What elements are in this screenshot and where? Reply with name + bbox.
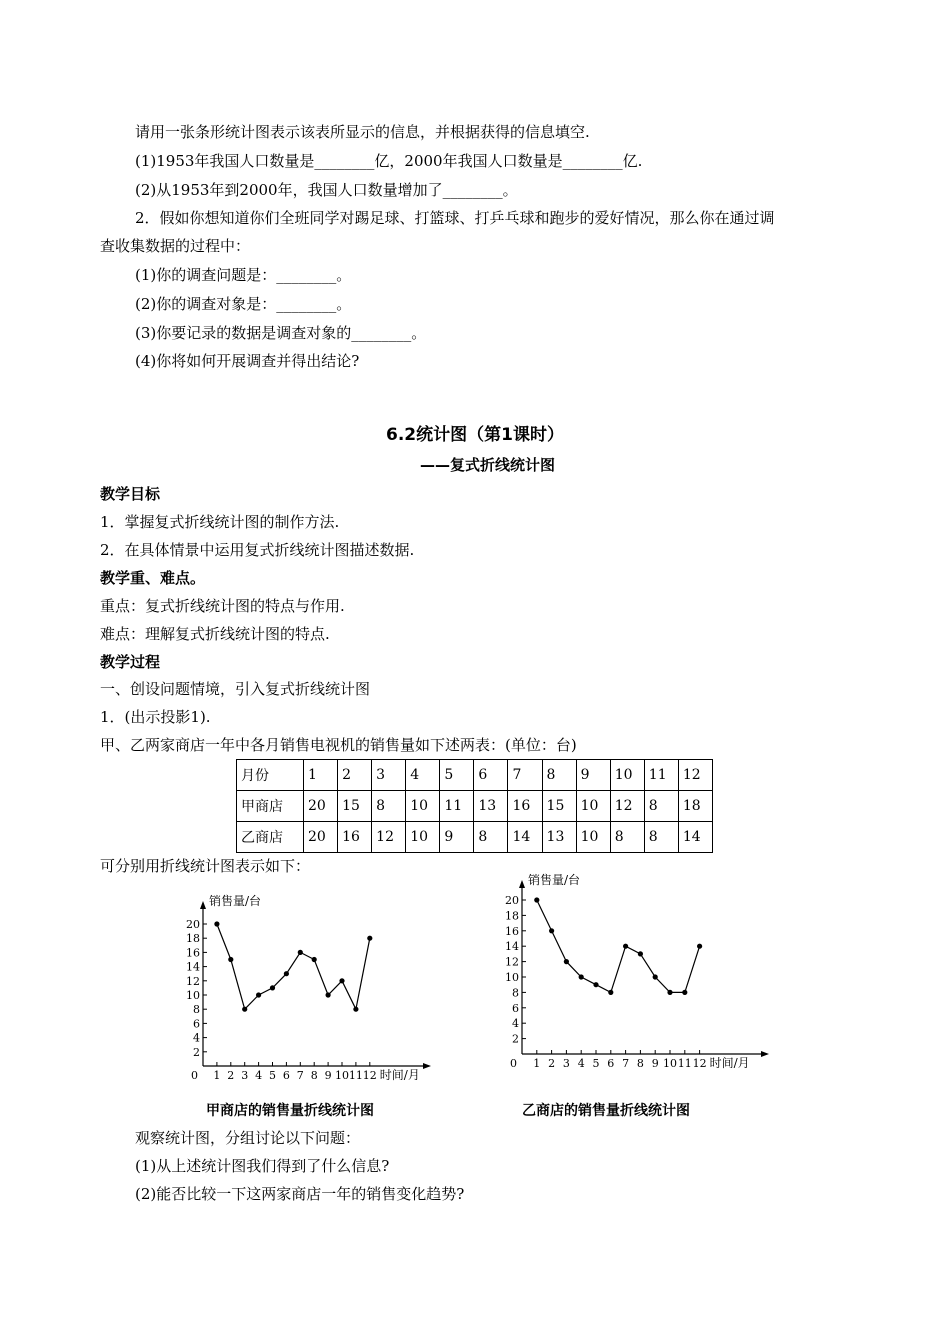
x-tick-label: 9 bbox=[651, 1057, 659, 1070]
y-tick-label: 4 bbox=[193, 1031, 200, 1045]
origin-label: 0 bbox=[510, 1057, 517, 1070]
origin-label: 0 bbox=[191, 1069, 198, 1082]
y-axis-label: 销售量/台 bbox=[528, 873, 581, 887]
month-cell: 8 bbox=[542, 760, 576, 791]
y-tick-label: 14 bbox=[186, 960, 200, 974]
y-tick-label: 6 bbox=[193, 1017, 200, 1031]
table-row bbox=[237, 760, 713, 791]
x-axis-label: 时间/月 bbox=[709, 1056, 750, 1070]
discussion-question-1: (1)从上述统计图我们得到了什么信息? bbox=[135, 1157, 390, 1175]
x-tick-label: 10 bbox=[663, 1057, 677, 1070]
x-tick-label: 5 bbox=[592, 1057, 600, 1070]
y-tick-label: 4 bbox=[512, 1017, 519, 1031]
x-tick-label: 2 bbox=[227, 1069, 235, 1082]
row-label: 月份 bbox=[237, 760, 304, 791]
x-tick-label: 2 bbox=[548, 1057, 556, 1070]
data-point bbox=[682, 990, 687, 995]
month-cell: 12 bbox=[678, 760, 712, 791]
row-label: 乙商店 bbox=[237, 822, 304, 853]
x-axis-arrow bbox=[423, 1063, 431, 1069]
survey-question-4: (4)你将如何开展调查并得出结论? bbox=[135, 352, 360, 370]
month-cell: 7 bbox=[508, 760, 542, 791]
jia-sales-cell: 12 bbox=[610, 791, 644, 822]
row-label: 甲商店 bbox=[237, 791, 304, 822]
jia-sales-cell: 10 bbox=[406, 791, 440, 822]
jia-sales-cell: 16 bbox=[508, 791, 542, 822]
jia-sales-cell: 13 bbox=[474, 791, 508, 822]
survey-question-2: (2)你的调查对象是：________。 bbox=[135, 295, 352, 313]
x-tick-label: 7 bbox=[622, 1057, 630, 1070]
yi-sales-cell: 14 bbox=[678, 822, 712, 853]
data-point bbox=[638, 951, 643, 956]
x-tick-label: 9 bbox=[324, 1069, 332, 1082]
y-tick-label: 20 bbox=[186, 918, 200, 931]
jia-sales-line-chart bbox=[180, 895, 450, 1090]
y-axis-arrow bbox=[200, 901, 206, 909]
data-point bbox=[298, 950, 303, 955]
yi-sales-cell: 10 bbox=[406, 822, 440, 853]
goal-1: 1．掌握复式折线统计图的制作方法. bbox=[100, 513, 340, 531]
step-1a: 1．(出示投影1). bbox=[100, 708, 211, 726]
y-tick-label: 6 bbox=[512, 1001, 519, 1015]
yi-sales-cell: 9 bbox=[440, 822, 474, 853]
y-tick-label: 18 bbox=[186, 932, 200, 946]
data-point bbox=[653, 974, 658, 979]
series-line bbox=[217, 924, 370, 1009]
x-axis-arrow bbox=[761, 1051, 769, 1057]
survey-question-1: (1)你的调查问题是：________。 bbox=[135, 266, 352, 284]
month-cell: 6 bbox=[474, 760, 508, 791]
data-point bbox=[270, 985, 275, 990]
x-tick-label: 3 bbox=[241, 1069, 249, 1082]
exercise-2-line-2: 查收集数据的过程中： bbox=[100, 237, 251, 255]
step-1-heading: 一、创设问题情境，引入复式折线统计图 bbox=[100, 680, 371, 698]
y-tick-label: 16 bbox=[505, 924, 519, 938]
x-tick-label: 1 bbox=[533, 1057, 541, 1070]
yi-sales-cell: 13 bbox=[542, 822, 576, 853]
discussion-question-2: (2)能否比较一下这两家商店一年的销售变化趋势? bbox=[135, 1185, 465, 1203]
yi-sales-cell: 8 bbox=[474, 822, 508, 853]
y-axis-label: 销售量/台 bbox=[209, 894, 262, 908]
x-tick-label: 11 bbox=[348, 1069, 363, 1082]
x-tick-label: 7 bbox=[296, 1069, 304, 1082]
x-tick-label: 6 bbox=[282, 1069, 290, 1082]
x-tick-label: 11 bbox=[677, 1057, 692, 1070]
y-tick-label: 2 bbox=[512, 1032, 519, 1046]
month-cell: 3 bbox=[372, 760, 406, 791]
data-point bbox=[579, 974, 584, 979]
series-line bbox=[537, 900, 700, 992]
x-tick-label: 3 bbox=[562, 1057, 570, 1070]
data-point bbox=[667, 990, 672, 995]
yi-chart-caption: 乙商店的销售量折线统计图 bbox=[522, 1103, 690, 1119]
question-2: (2)从1953年到2000年，我国人口数量增加了________。 bbox=[135, 181, 518, 199]
x-tick-label: 8 bbox=[636, 1057, 644, 1070]
jia-sales-cell: 8 bbox=[372, 791, 406, 822]
y-tick-label: 16 bbox=[186, 946, 200, 960]
x-tick-label: 1 bbox=[213, 1069, 221, 1082]
table-intro: 甲、乙两家商店一年中各月销售电视机的销售量如下述两表：(单位：台) bbox=[100, 736, 577, 754]
table-row bbox=[237, 791, 713, 822]
x-tick-label: 5 bbox=[269, 1069, 276, 1082]
data-point bbox=[623, 944, 628, 949]
y-tick-label: 14 bbox=[505, 940, 519, 954]
goals-heading: 教学目标 bbox=[100, 485, 161, 503]
data-point bbox=[284, 971, 289, 976]
jia-sales-cell: 10 bbox=[576, 791, 610, 822]
observe-instruction: 观察统计图，分组讨论以下问题： bbox=[135, 1129, 361, 1147]
x-axis-label: 时间/月 bbox=[379, 1068, 420, 1082]
month-cell: 1 bbox=[304, 760, 338, 791]
data-point bbox=[214, 921, 219, 926]
exercise-instruction: 请用一张条形统计图表示该表所显示的信息，并根据获得的信息填空. bbox=[135, 123, 590, 141]
y-tick-label: 2 bbox=[193, 1045, 200, 1059]
question-1: (1)1953年我国人口数量是________亿，2000年我国人口数量是________亿. bbox=[135, 152, 643, 170]
x-tick-label: 8 bbox=[310, 1069, 318, 1082]
y-axis-arrow bbox=[519, 880, 525, 888]
goal-2: 2．在具体情景中运用复式折线统计图描述数据. bbox=[100, 541, 415, 559]
y-tick-label: 18 bbox=[505, 909, 519, 923]
section-subtitle: ——复式折线统计图 bbox=[420, 456, 556, 474]
key-point: 重点：复式折线统计图的特点与作用. bbox=[100, 597, 345, 615]
month-cell: 10 bbox=[610, 760, 644, 791]
x-tick-label: 12 bbox=[692, 1057, 707, 1070]
yi-sales-cell: 20 bbox=[304, 822, 338, 853]
jia-sales-cell: 8 bbox=[644, 791, 678, 822]
survey-question-3: (3)你要记录的数据是调查对象的________。 bbox=[135, 324, 427, 342]
jia-chart-caption: 甲商店的销售量折线统计图 bbox=[206, 1103, 374, 1119]
yi-sales-cell: 12 bbox=[372, 822, 406, 853]
yi-sales-cell: 8 bbox=[610, 822, 644, 853]
data-point bbox=[697, 944, 702, 949]
y-tick-label: 12 bbox=[186, 974, 200, 988]
data-point bbox=[228, 957, 233, 962]
data-point bbox=[312, 957, 317, 962]
yi-sales-cell: 10 bbox=[576, 822, 610, 853]
charts-intro: 可分别用折线统计图表示如下： bbox=[100, 857, 311, 875]
exercise-2-line-1: 2．假如你想知道你们全班同学对踢足球、打篮球、打乒乓球和跑步的爱好情况，那么你在通过调 bbox=[135, 209, 775, 227]
section-title: 6.2统计图（第1课时） bbox=[386, 425, 564, 445]
month-cell: 9 bbox=[576, 760, 610, 791]
data-point bbox=[242, 1007, 247, 1012]
y-tick-label: 8 bbox=[193, 1003, 200, 1017]
x-tick-label: 10 bbox=[335, 1069, 349, 1082]
x-tick-label: 6 bbox=[607, 1057, 615, 1070]
data-point bbox=[326, 992, 331, 997]
jia-sales-cell: 11 bbox=[440, 791, 474, 822]
yi-sales-cell: 8 bbox=[644, 822, 678, 853]
data-point bbox=[339, 978, 344, 983]
process-heading: 教学过程 bbox=[100, 653, 161, 671]
y-tick-label: 10 bbox=[186, 989, 200, 1002]
data-point bbox=[549, 928, 554, 933]
x-tick-label: 4 bbox=[577, 1057, 585, 1070]
yi-sales-cell: 16 bbox=[338, 822, 372, 853]
y-tick-label: 20 bbox=[505, 894, 519, 907]
yi-sales-line-chart bbox=[495, 873, 780, 1090]
data-point bbox=[256, 992, 261, 997]
x-tick-label: 12 bbox=[362, 1069, 377, 1082]
jia-sales-cell: 18 bbox=[678, 791, 712, 822]
difficult-point: 难点：理解复式折线统计图的特点. bbox=[100, 625, 330, 643]
key-points-heading: 教学重、难点。 bbox=[100, 569, 206, 587]
yi-sales-cell: 14 bbox=[508, 822, 542, 853]
data-point bbox=[608, 990, 613, 995]
data-point bbox=[353, 1007, 358, 1012]
data-point bbox=[534, 897, 539, 902]
data-point bbox=[367, 936, 372, 941]
x-tick-label: 4 bbox=[255, 1069, 263, 1082]
month-cell: 4 bbox=[406, 760, 440, 791]
jia-sales-cell: 20 bbox=[304, 791, 338, 822]
jia-sales-cell: 15 bbox=[542, 791, 576, 822]
y-tick-label: 12 bbox=[505, 955, 519, 969]
sales-table bbox=[236, 759, 713, 853]
data-point bbox=[593, 982, 598, 987]
y-tick-label: 8 bbox=[512, 986, 519, 1000]
month-cell: 2 bbox=[338, 760, 372, 791]
jia-sales-cell: 15 bbox=[338, 791, 372, 822]
table-row bbox=[237, 822, 713, 853]
month-cell: 11 bbox=[644, 760, 678, 791]
month-cell: 5 bbox=[440, 760, 474, 791]
y-tick-label: 10 bbox=[505, 971, 519, 984]
data-point bbox=[564, 959, 569, 964]
